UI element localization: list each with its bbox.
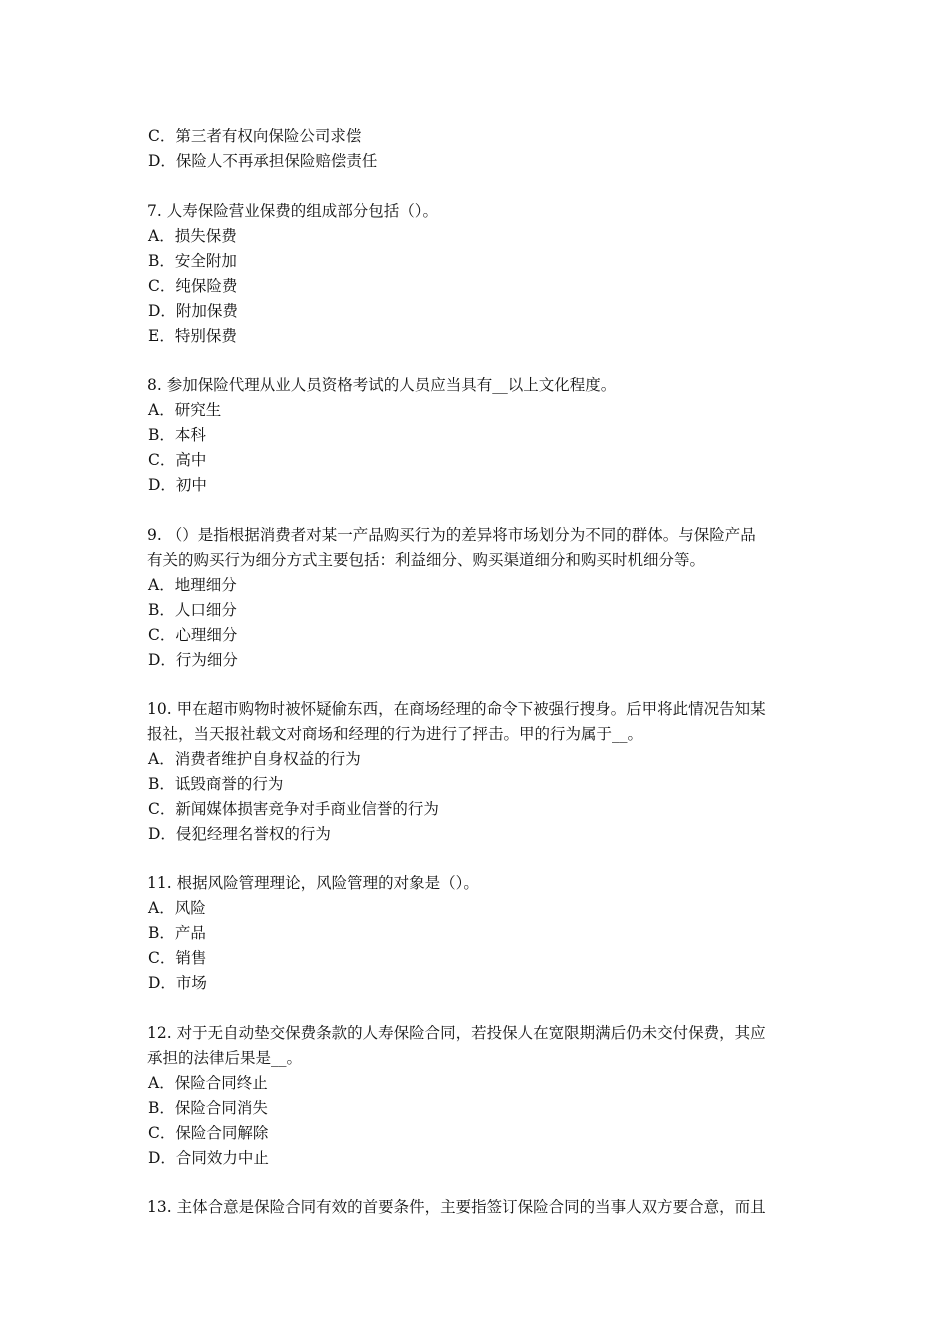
option-c: C．新闻媒体损害竞争对手商业信誉的行为	[148, 800, 439, 818]
question-stem-line-1: 10. 甲在超市购物时被怀疑偷东西，在商场经理的命令下被强行搜身。后甲将此情况告知某	[147, 700, 766, 718]
question-stem-line-1: 9. （）是指根据消费者对某一产品购买行为的差异将市场划分为不同的群体。与保险产品	[147, 526, 756, 544]
option-c: C．销售	[148, 949, 207, 967]
question-stem-line-1: 13. 主体合意是保险合同有效的首要条件，主要指签订保险合同的当事人双方要合意，而且	[147, 1198, 766, 1216]
question-stem-line-1: 12. 对于无自动垫交保费条款的人寿保险合同，若投保人在宽限期满后仍未交付保费，其应	[147, 1024, 766, 1042]
question-13	[147, 1195, 812, 1220]
option-b: B．产品	[148, 924, 206, 942]
option-c: C．纯保险费	[148, 277, 238, 295]
option-e: E．特别保费	[148, 327, 237, 345]
option-a: A．风险	[148, 899, 206, 917]
question-10	[147, 697, 812, 847]
option-c: C．保险合同解除	[148, 1124, 269, 1142]
option-b: B．保险合同消失	[148, 1099, 268, 1117]
option-d: D．行为细分	[148, 651, 238, 669]
question-stem-line-2: 报社，当天报社载文对商场和经理的行为进行了抨击。甲的行为属于__。	[147, 725, 644, 743]
question-12	[147, 1021, 812, 1171]
option-c: C．第三者有权向保险公司求偿	[148, 127, 362, 145]
option-b: B．本科	[148, 426, 206, 444]
option-a: A．损失保费	[148, 227, 237, 245]
option-d: D．保险人不再承担保险赔偿责任	[148, 152, 378, 170]
question-stem-line-2: 承担的法律后果是__。	[147, 1049, 303, 1067]
option-b: B．诋毁商誉的行为	[148, 775, 284, 793]
question-9	[147, 523, 812, 673]
option-d: D．附加保费	[148, 302, 238, 320]
option-d: D．初中	[148, 476, 207, 494]
question-stem-line-2: 有关的购买行为细分方式主要包括：利益细分、购买渠道细分和购买时机细分等。	[147, 551, 706, 569]
option-b: B．人口细分	[148, 601, 237, 619]
question-stem: 8. 参加保险代理从业人员资格考试的人员应当具有__以上文化程度。	[147, 376, 617, 394]
question-stem: 7. 人寿保险营业保费的组成部分包括（）。	[147, 202, 438, 220]
prev-question-options	[147, 124, 812, 174]
option-c: C．心理细分	[148, 626, 238, 644]
option-a: A．地理细分	[148, 576, 237, 594]
option-d: D．侵犯经理名誉权的行为	[148, 825, 331, 843]
question-11	[147, 871, 812, 996]
question-7	[147, 199, 812, 349]
option-d: D．市场	[148, 974, 207, 992]
question-8	[147, 373, 812, 498]
option-d: D．合同效力中止	[148, 1149, 269, 1167]
option-a: A．保险合同终止	[148, 1074, 268, 1092]
question-stem: 11. 根据风险管理理论，风险管理的对象是（）。	[147, 874, 479, 892]
option-c: C．高中	[148, 451, 207, 469]
option-b: B．安全附加	[148, 252, 237, 270]
option-a: A．研究生	[148, 401, 222, 419]
option-a: A．消费者维护自身权益的行为	[148, 750, 361, 768]
